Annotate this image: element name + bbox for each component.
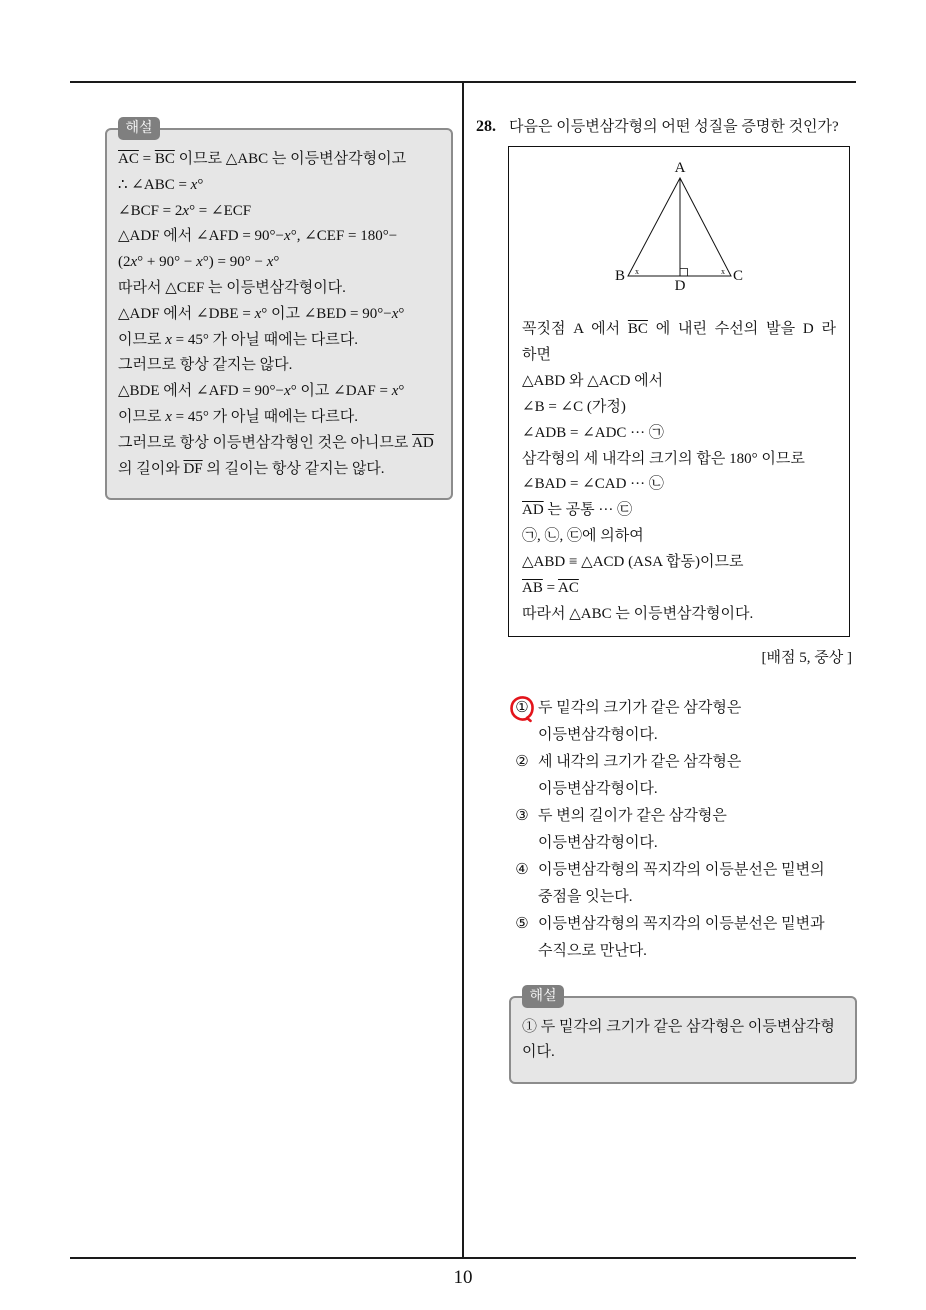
solution-line (522, 1015, 835, 1040)
math-variable: x (196, 254, 203, 271)
text-run: ° 이고 ∠BED = 90°− (261, 305, 392, 322)
text-run: ° (273, 254, 280, 271)
proof-line (522, 421, 836, 447)
vertex-label-c: C (732, 268, 744, 284)
proof-line (522, 472, 836, 498)
proof-line (522, 602, 836, 628)
overline-segment: $\overline{AD}$ (412, 434, 434, 451)
solution-text (522, 1015, 835, 1065)
text-run: 의 길이는 항상 같지는 않다. (202, 460, 385, 477)
choice-number: ④ (515, 862, 529, 878)
text-run: 따라서 △ABC 는 이등변삼각형이다. (522, 605, 754, 622)
math-variable: x (254, 305, 262, 322)
solution-line (118, 353, 434, 379)
text-run: = (542, 580, 558, 597)
text-run: 그러므로 항상 같지는 않다. (118, 357, 293, 374)
vertex-label-a: A (674, 160, 686, 176)
solution-line (118, 276, 434, 302)
text-run: 이므로 (118, 408, 166, 425)
math-variable: x (391, 383, 399, 400)
solution-line (118, 173, 434, 199)
choice-number: ⑤ (515, 916, 529, 932)
overline-segment: $\overline{AC}$ (557, 580, 579, 597)
proof-line (522, 498, 836, 524)
text-run: 꼭짓점 A 에서 (522, 321, 628, 337)
choice-text-line: 수직으로 만난다. (538, 943, 647, 959)
choice-text-line: 이등변삼각형이다. (538, 727, 658, 743)
right-angle-mark (680, 269, 688, 277)
angle-mark-b: x (635, 267, 639, 276)
question-prompt: 다음은 이등변삼각형의 어떤 성질을 증명한 것인가? (509, 119, 839, 135)
overline-segment: $\overline{AC}$ (118, 151, 139, 167)
text-run: = (138, 151, 155, 167)
text-run: 그러므로 항상 이등변삼각형인 것은 아니므로 (118, 434, 413, 451)
text-run: 따라서 △CEF 는 이등변삼각형이다. (118, 279, 346, 296)
proof-line (522, 447, 836, 473)
question-header (476, 115, 839, 139)
answer-choice (514, 857, 849, 911)
text-run: ① 두 밑각의 크기가 같은 삼각형은 이등변삼각형 (522, 1019, 835, 1035)
text-run: ° (197, 176, 204, 193)
choice-number: ③ (515, 808, 529, 824)
text-run: ∠BAD = ∠CAD ··· ㉡ (522, 476, 664, 493)
proof-line (522, 317, 836, 343)
text-run: = 45° 가 아닐 때에는 다르다. (171, 331, 359, 348)
answer-mark-circle (507, 693, 537, 723)
overline-segment: $\overline{AB}$ (522, 580, 543, 597)
math-variable: x (190, 176, 198, 193)
text-run: △ADF 에서 ∠AFD = 90°− (118, 228, 285, 245)
solution-line (118, 199, 434, 225)
overline-segment: $\overline{BC}$ (627, 321, 648, 337)
overline-segment: $\overline{AD}$ (522, 502, 544, 519)
overline-segment: $\overline{DF}$ (183, 460, 203, 477)
answer-choices (514, 695, 849, 965)
choice-text-line: 이등변삼각형의 꼭지각의 이등분선은 밑변의 (538, 862, 825, 878)
question-number: 28. (476, 118, 496, 135)
text-run: △ABD 와 △ACD 에서 (522, 372, 664, 389)
text-run: °) = 90° − (202, 254, 267, 271)
proof-line (522, 550, 836, 576)
math-variable: x (182, 202, 190, 219)
choice-text-line: 두 변의 길이가 같은 삼각형은 (538, 808, 727, 824)
solution-line (118, 457, 434, 483)
math-variable: x (266, 254, 274, 271)
text-run: = 45° 가 아닐 때에는 다르다. (171, 408, 359, 425)
text-run: ° (398, 383, 405, 400)
vertex-label-b: B (614, 268, 626, 284)
math-variable: x (284, 228, 291, 245)
solution-badge: 해설 (522, 985, 564, 1008)
choice-text-line: 이등변삼각형이다. (538, 835, 658, 851)
proof-box (508, 146, 850, 637)
text-run: ∠B = ∠C (가정) (522, 398, 626, 415)
text-run: ∠ADB = ∠ADC ··· ㉠ (522, 424, 664, 441)
text-run: ° (398, 305, 405, 322)
text-run: ° 이고 ∠DAF = (290, 383, 392, 400)
proof-line (522, 343, 836, 369)
choice-text-line: 두 밑각의 크기가 같은 삼각형은 (538, 700, 742, 716)
proof-line (522, 395, 836, 421)
text-run: 이므로 △ABC 는 이등변삼각형이고 (174, 151, 407, 167)
choice-text-line: 세 내각의 크기가 같은 삼각형은 (538, 754, 742, 770)
solution-text (118, 147, 434, 482)
math-variable: x (130, 254, 138, 271)
text-run: ∠BCF = 2 (118, 202, 183, 219)
overline-segment: $\overline{BC}$ (154, 151, 175, 167)
text-run: ° = ∠ECF (189, 202, 252, 219)
math-variable: x (165, 331, 172, 348)
math-variable: x (165, 408, 172, 425)
column-divider (462, 82, 464, 1258)
bottom-rule (70, 1257, 856, 1259)
text-run: △BDE 에서 ∠AFD = 90°− (118, 383, 285, 400)
math-variable: x (284, 383, 291, 400)
solution-line (118, 379, 434, 405)
foot-label-d: D (674, 278, 686, 294)
choice-text-line: 이등변삼각형이다. (538, 781, 658, 797)
text-run: 삼각형의 세 내각의 크기의 합은 180° 이므로 (522, 450, 805, 467)
text-run: (2 (118, 254, 131, 271)
page-number: 10 (453, 1267, 473, 1288)
solution-line (118, 431, 434, 457)
text-run: △ABD ≡ △ACD (ASA 합동)이므로 (522, 554, 744, 571)
choice-number: ② (515, 754, 529, 770)
text-run: °, ∠CEF = 180°− (290, 228, 398, 245)
answer-choice (514, 911, 849, 965)
solution-badge: 해설 (118, 117, 160, 140)
solution-line (118, 224, 434, 250)
choice-number: ① (514, 695, 530, 722)
choice-text-line: 중점을 잇는다. (538, 889, 633, 905)
solution-line (522, 1040, 835, 1065)
solution-line (118, 250, 434, 276)
answer-choice (514, 803, 849, 857)
text-run: 는 공통 ··· ㉢ (543, 502, 633, 519)
answer-choice (514, 749, 849, 803)
text-run: ° + 90° − (137, 254, 197, 271)
text-run: 이므로 (118, 331, 166, 348)
proof-line (522, 576, 836, 602)
solution-box-right (509, 988, 857, 1084)
solution-box-left (105, 120, 453, 500)
text-run: 이다. (522, 1044, 555, 1061)
answer-choice (514, 695, 849, 749)
solution-line (118, 405, 434, 431)
solution-line (118, 302, 434, 328)
solution-line (118, 328, 434, 354)
text-run: 에 내린 수선의 발을 D 라 (647, 321, 836, 337)
proof-line (522, 524, 836, 550)
text-run: △ADF 에서 ∠DBE = (118, 305, 255, 322)
text-run: ㉠, ㉡, ㉢에 의하여 (522, 528, 644, 545)
text-run: 하면 (522, 346, 551, 363)
proof-text (522, 317, 836, 628)
solution-line (118, 147, 434, 173)
angle-mark-c: x (721, 267, 725, 276)
score-info: [배점 5, 중상 ] (761, 650, 852, 666)
math-variable: x (391, 305, 399, 322)
text-run: ∴ ∠ABC = (118, 176, 191, 193)
text-run: 의 길이와 (118, 460, 184, 477)
choice-text-line: 이등변삼각형의 꼭지각의 이등분선은 밑변과 (538, 916, 825, 932)
proof-line (522, 369, 836, 395)
isosceles-triangle-diagram (509, 147, 849, 297)
